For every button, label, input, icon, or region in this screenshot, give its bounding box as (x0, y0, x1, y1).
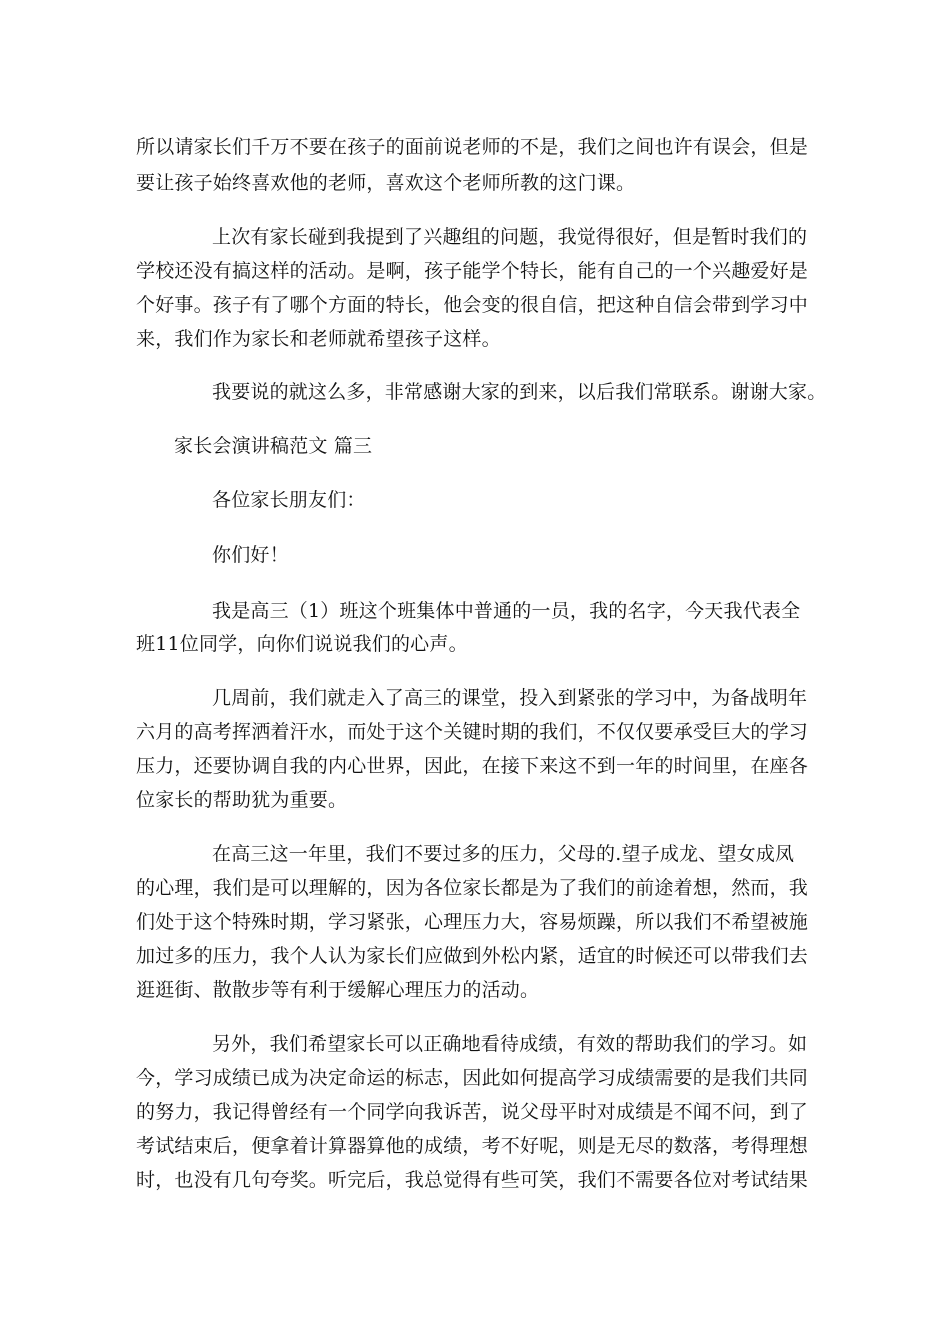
text-line: 来，我们作为家长和老师就希望孩子这样。 (136, 328, 501, 350)
text-line: 六月的高考挥洒着汗水，而处于这个关键时期的我们，不仅仅要承受巨大的学习 (136, 721, 809, 743)
text-line: 要让孩子始终喜欢他的老师，喜欢这个老师所教的这门课。 (136, 172, 636, 194)
section-heading: 家长会演讲稿范文 篇三 (174, 435, 373, 457)
paragraph-start-line: 我是高三（1）班这个班集体中普通的一员，我的名字，今天我代表全 (212, 600, 801, 622)
paragraph-start-line: 在高三这一年里，我们不要过多的压力，父母的.望子成龙、望女成凤 (212, 843, 795, 865)
text-line: 今，学习成绩已成为决定命运的标志，因此如何提高学习成绩需要的是我们共同 (136, 1067, 809, 1089)
text-line: 的心理，我们是可以理解的，因为各位家长都是为了我们的前途着想，然而，我 (136, 877, 809, 899)
paragraph-start-line: 另外，我们希望家长可以正确地看待成绩，有效的帮助我们的学习。如 (212, 1033, 808, 1055)
text-line: 位家长的帮助犹为重要。 (136, 789, 348, 811)
text-line: 压力，还要协调自我的内心世界，因此，在接下来这不到一年的时间里，在座各 (136, 755, 809, 777)
text-line: 的努力，我记得曾经有一个同学向我诉苦，说父母平时对成绩是不闻不问，到了 (136, 1101, 809, 1123)
text-line: 们处于这个特殊时期，学习紧张，心理压力大，容易烦躁，所以我们不希望被施 (136, 911, 809, 933)
paragraph-start-line: 我要说的就这么多，非常感谢大家的到来，以后我们常联系。谢谢大家。 (212, 381, 827, 403)
text-line: 加过多的压力，我个人认为家长们应做到外松内紧，适宜的时候还可以带我们去 (136, 945, 809, 967)
paragraph-start-line: 上次有家长碰到我提到了兴趣组的问题，我觉得很好，但是暂时我们的 (212, 226, 808, 248)
text-line: 班11位同学，向你们说说我们的心声。 (136, 633, 468, 655)
paragraph-start-line: 几周前，我们就走入了高三的课堂，投入到紧张的学习中，为备战明年 (212, 687, 808, 709)
text-line: 时，也没有几句夸奖。听完后，我总觉得有些可笑，我们不需要各位对考试结果 (136, 1169, 809, 1191)
text-line: 考试结束后，便拿着计算器算他的成绩，考不好呢，则是无尽的数落，考得理想 (136, 1135, 809, 1157)
salutation-line: 各位家长朋友们： (212, 489, 366, 511)
text-line: 个好事。孩子有了哪个方面的特长，他会变的很自信，把这种自信会带到学习中 (136, 294, 809, 316)
text-line: 所以请家长们千万不要在孩子的面前说老师的不是，我们之间也许有误会，但是 (136, 136, 809, 158)
text-line: 学校还没有搞这样的活动。是啊，孩子能学个特长，能有自己的一个兴趣爱好是 (136, 260, 809, 282)
text-line: 逛逛街、散散步等有利于缓解心理压力的活动。 (136, 979, 540, 1001)
greeting-line: 你们好！ (212, 544, 289, 566)
